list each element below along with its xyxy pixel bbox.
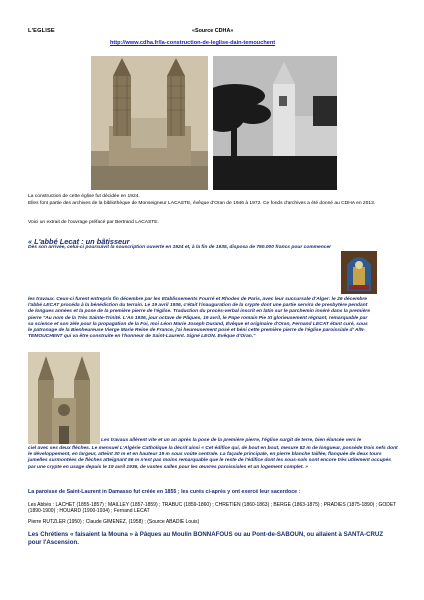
section-heading: « L'abbé Lecat : un bâtisseur <box>28 237 130 246</box>
old-church-photo <box>28 352 100 444</box>
parish-line: La paroisse de Saint-Laurent in Damasso fut créée en 1855 ; les curés ci-après y ont exercé leur sacerdoce : <box>28 489 301 495</box>
section-para-1-rest: les travaux. Ceux-ci furent entrepris fin décembre par les Etablissements Fourré et Rhodes de Paris, avec leur succursale d'Alger: le 26 décembre l'abbé LECAT procéda à la bénédiction du terrain. Le 19 avril 1936, c'était l'inauguration de la crypte dont une partie servira de presbytère pendant de longues années et la pose de la première pierre de l'église. Traduction du procès-verbal inscrit en latin sur le parchemin inséré dans la première pierre "Au nom de la Très Sainte-Trinité. L'An 1936, jour octave de Pâques, 19 avril, le Pape romain Pie XI glorieusement régnant, remarquable par sa science et son zèle pour la propagation de la Foi, moi Léon Marie Joseph Durand, Évêque et originaire d'Oran, Fernand LECAT étant curé, sous le patronage de la Bienheureuse Vierge Marie Reine de France, j'ai heureusement posé et béni cette première pierre de l'église paroissiale d' AÏN-TEMOUCHENT qui va être construite en l'honneur de Saint-Laurent. Signé LEON. Evêque d'Oran." <box>28 297 370 340</box>
section-para-2-rest: ciel avec ses deux flèches. Le mensuel L'Algérie Catholique la décrit ainsi « Cet édifice qui, de bout en bout, mesure 52 m de longueur, possède trois nefs dont le développement, en largeur, atteint 30 m et en hauteur 19 m sous voûte centrale. La façade principale, en pierre blanche taillée, flanquée de deux tours jumelles surmontées de flèches atteignant 56 m n'est pas moins remarquable que le reste de l'édifice dont les sous-sols sont encore très utilement occupés par une crypte en usage depuis le 19 avril 1936, de vastes salles pour les œuvres paroissiales et un logement complet. » <box>28 446 398 470</box>
intro-line-3: Voici un extrait de l'ouvrage préfacé par Bertrand LACASTE. <box>28 220 159 225</box>
header-title: L'EGLISE <box>28 28 55 34</box>
source-link[interactable]: http://www.cdha.fr/la-construction-de-leglise-dain-temouchent <box>110 40 276 46</box>
intro-line-2: Elles font partie des archives de la bibliothèque de Monseigneur LACASTE, évêque d'Oran de 1946 à 1972. Ce fonds d'archives a été donné au CDHA en 2013. <box>28 201 376 206</box>
header-source: «Source CDHA» <box>192 28 234 34</box>
parish-list-2: Pierre RUTZLER (1950) ; Claude GIMENEZ, (1958) ; (Source ABADIE Louis) <box>28 519 200 525</box>
church-construction-photo <box>91 56 208 190</box>
section-para-1-top: Dès son arrivée, celui-ci poursuivit la souscription ouverte en 1924 et, à la fin de 1935, disposa de 750.000 francs pour commencer <box>28 245 332 250</box>
stained-glass-photo <box>341 251 377 294</box>
parish-list-1: Les Abbés : LACHET (1855-1857) ; MAILLEY (1857-1859) ; TRABUC (1859-1860) ; CHRETIEN (1860-1863) ; BERGE (1863-1875) ; PRADIES (1875-1890) ; GODET (1890-1900) ; HOUARD (1900-1934) ; Fernand LECAT <box>28 502 397 515</box>
section-para-2-top: Les travaux allèrent vite et un an après la pose de la première pierre, l'église surgit de terre, bien élancée vers le <box>101 438 362 443</box>
closing-paragraph: Les Chrétiens « faisaient la Mouna » à Pâques au Moulin BONNAFOUS ou au Pont-de-SABOUN, ou allaient à SANTA-CRUZ pour l'Ascension. <box>28 531 384 547</box>
church-palm-photo <box>213 56 337 190</box>
intro-line-1: La construction de cette église fut décidée en 1924. <box>28 194 140 199</box>
